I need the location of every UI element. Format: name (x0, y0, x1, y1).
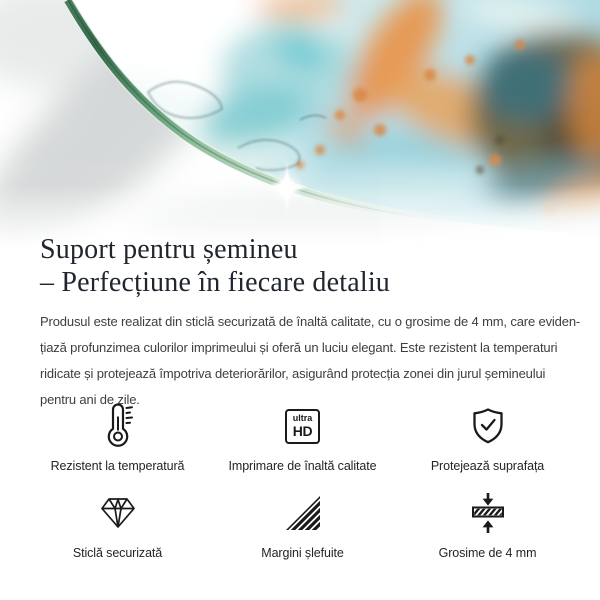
polished-edges-icon (286, 489, 320, 537)
ultra-hd-icon (285, 402, 320, 450)
feature-label: Sticlă securizată (72, 546, 163, 560)
diamond-icon (99, 489, 137, 537)
feature-label: Protejează suprafața (430, 459, 545, 473)
feature-tempered-glass (25, 489, 210, 560)
description-line: țiază profunzimea culorilor imprimeului și oferă un luciu elegant. Este rezistent la temperaturi (40, 340, 558, 355)
feature-label: Grosime de 4 mm (438, 546, 537, 560)
feature-polished-edges (210, 489, 395, 560)
feature-print-quality (210, 402, 395, 473)
description-line: pentru ani de zile. (40, 392, 140, 407)
thermometer-icon (103, 402, 133, 450)
feature-label: Imprimare de înaltă calitate (228, 459, 377, 473)
feature-protects-surface (395, 402, 580, 473)
feature-thickness (395, 489, 580, 560)
feature-grid (25, 402, 580, 560)
page-title-line2: – Perfecțiune în fiecare detaliu (40, 267, 391, 298)
ultra-hd-badge-top: ultra (292, 413, 313, 423)
description-line: Produsul este realizat din sticlă securizată de înaltă calitate, cu o grosime de 4 mm, care eviden- (40, 314, 581, 329)
shield-check-icon (470, 402, 506, 450)
page-title-line1: Suport pentru șemineu (40, 234, 298, 265)
product-description (40, 309, 580, 413)
photo-fade-corner (380, 100, 600, 310)
thickness-icon (470, 489, 506, 537)
page-title (40, 233, 390, 299)
ultra-hd-badge-bottom: HD (292, 423, 313, 439)
feature-label: Rezistent la temperatură (50, 459, 185, 473)
feature-temperature (25, 402, 210, 473)
feature-label: Margini șlefuite (261, 546, 344, 560)
description-line: ridicate și protejează împotriva deteriorărilor, asigurând protecția zonei din jurul șemineului (40, 366, 546, 381)
